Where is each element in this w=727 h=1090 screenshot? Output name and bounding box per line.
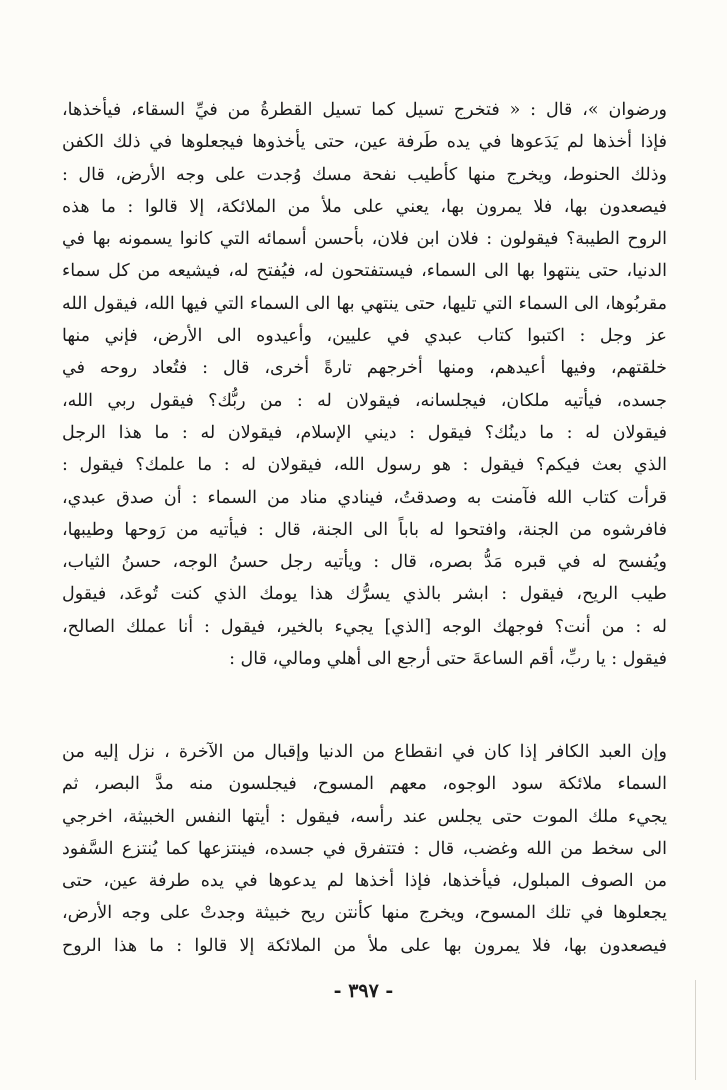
text-line: الدنيا، حتى ينتهوا بها الى السماء، فيستفتحون له، فيُفتح له، فيشيعه من كل سماء [62,261,667,282]
text-line-last: فيقول : يا ربِّ، أقم الساعةَ حتى أرجع الى أهلي ومالي، قال : [229,649,667,670]
text-line: يجعلوها في تلك المسوح، ويخرج منها كأنتن ريح خبيثة وجدتْ على وجه الأرض، [62,903,667,924]
page-number: - ٣٩٧ - [333,980,394,1002]
text-line: خلقتهم، وفيها أعيدهم، ومنها أخرجهم تارةً أخرى، قال : فتُعاد روحه في [62,358,667,379]
text-line: ويُفسح له في قبره مَدُّ بصره، قال : ويأتيه رجل حسنُ الوجه، حسنُ الثياب، [62,552,667,573]
text-line: جسده، فيأتيه ملكان، فيجلسانه، فيقولان له : من ربُّك؟ فيقول ربي الله، [62,390,667,411]
text-line: ورضوان »، قال : « فتخرج تسيل كما تسيل القطرةُ من فيِّ السقاء، فيأخذها، [62,100,667,120]
text-line: من الصوف المبلول، فيأخذها، فإذا أخذها لم يدعوها في يده طرفة عين، حتى [62,871,667,892]
text-line: مقربُوها، الى السماء التي تليها، حتى ينتهي بها الى السماء التي فيها الله، فيقول الله [62,293,667,314]
text-line: يجيء ملك الموت حتى يجلس عند رأسه، فيقول : أيتها النفس الخبيثة، اخرجي [62,806,667,827]
paragraph-hadith-disbeliever [62,736,667,962]
text-line: فافرشوه من الجنة، وافتحوا له باباً الى الجنة، قال : فيأتيه من رَوحها وطيبها، [62,519,667,540]
text-line: طيب الريح، فيقول : ابشر بالذي يسرُّك هذا يومك الذي كنت تُوعَد، فيقول [62,584,667,605]
text-line: الروح الطيبة؟ فيقولون : فلان ابن فلان، بأحسن أسمائه التي كانوا يسمونه بها في [62,229,667,250]
text-line: فإذا أخذها لم يَدَعوها في يده طَرفة عين، حتى يأخذوها فيجعلوها في ذلك الكفن [62,132,667,153]
text-line: قرأت كتاب الله فآمنت به وصدقتُ، فينادي مناد من السماء : أن صدق عبدي، [62,487,667,508]
text-line: فيصعدون بها، فلا يمرون بها، يعني على ملأ من الملائكة، إلا قالوا : ما هذه [62,196,667,217]
text-line: فيصعدون بها، فلا يمرون بها على ملأ من الملائكة إلا قالوا : ما هذا الروح [62,935,667,956]
text-line: عز وجل : اكتبوا كتاب عبدي في عليين، وأعيدوه الى الأرض، فإني منها [62,326,667,347]
text-line: وذلك الحنوط، ويخرج منها كأطيب نفحة مسك وُجدت على وجه الأرض، قال : [62,164,667,185]
text-line: فيقولان له : ما دينُك؟ فيقول : ديني الإسلام، فيقولان له : ما هذا الرجل [62,422,667,443]
text-line: السماء ملائكة سود الوجوه، معهم المسوح، فيجلسون منه مدَّ البصر، ثم [62,774,667,795]
scan-edge-mark [695,980,696,1080]
text-line: له : من أنت؟ فوجهك الوجه [الذي] يجيء بالخير، فيقول : أنا عملك الصالح، [62,616,667,637]
text-line: وإن العبد الكافر إذا كان في انقطاع من الدنيا وإقبال من الآخرة ، نزل إليه من [62,742,667,762]
paragraph-hadith-believer [62,94,667,675]
text-line: الذي بعث فيكم؟ فيقول : هو رسول الله، فيقولان له : ما علمك؟ فيقول : [62,455,667,476]
text-line: الى سخط من الله وغضب، قال : فتتفرق في جسده، فينتزعها كما يُنتزع السَّفود [62,838,667,859]
